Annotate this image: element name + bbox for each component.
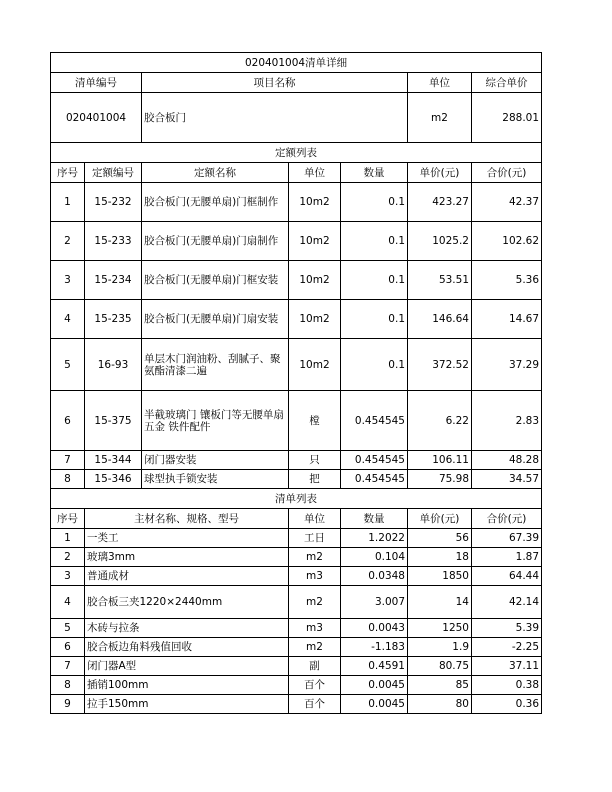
list-item-unit: m2 xyxy=(408,93,472,143)
quota-row xyxy=(51,451,542,470)
material-qty: 0.0043 xyxy=(341,619,408,638)
material-row xyxy=(51,676,542,695)
quota-code: 15-344 xyxy=(85,451,142,470)
quota-name: 球型执手锁安装 xyxy=(142,470,289,489)
material-qty: 0.4591 xyxy=(341,657,408,676)
material-row xyxy=(51,657,542,676)
material-qty-header: 数量 xyxy=(341,509,408,529)
material-price: 1.9 xyxy=(408,638,472,657)
material-row xyxy=(51,567,542,586)
quota-total: 42.37 xyxy=(472,183,542,222)
quota-total: 5.36 xyxy=(472,261,542,300)
quota-row xyxy=(51,300,542,339)
quota-qty: 0.454545 xyxy=(341,451,408,470)
material-unit: 百个 xyxy=(289,676,341,695)
quota-total: 34.57 xyxy=(472,470,542,489)
quota-unit: 10m2 xyxy=(289,300,341,339)
list-code-header: 清单编号 xyxy=(51,73,142,93)
material-name: 胶合板三夹1220×2440mm xyxy=(85,586,289,619)
quota-row xyxy=(51,222,542,261)
material-total: 42.14 xyxy=(472,586,542,619)
material-total: 1.87 xyxy=(472,548,542,567)
quota-row xyxy=(51,261,542,300)
material-name: 木砖与拉条 xyxy=(85,619,289,638)
material-unit: m2 xyxy=(289,548,341,567)
quota-price-header: 单价(元) xyxy=(408,163,472,183)
quota-price: 423.27 xyxy=(408,183,472,222)
material-name: 普通成材 xyxy=(85,567,289,586)
quota-seq: 1 xyxy=(51,183,85,222)
quota-row xyxy=(51,339,542,391)
material-price: 1850 xyxy=(408,567,472,586)
material-total: 5.39 xyxy=(472,619,542,638)
material-qty: 3.007 xyxy=(341,586,408,619)
material-seq: 2 xyxy=(51,548,85,567)
material-seq: 1 xyxy=(51,529,85,548)
material-total: 67.39 xyxy=(472,529,542,548)
material-price: 14 xyxy=(408,586,472,619)
material-qty: 0.0348 xyxy=(341,567,408,586)
quota-qty: 0.1 xyxy=(341,339,408,391)
quota-name: 胶合板门(无腰单扇)门扇制作 xyxy=(142,222,289,261)
material-unit: m2 xyxy=(289,586,341,619)
bill-detail-table xyxy=(50,52,542,714)
material-price: 80.75 xyxy=(408,657,472,676)
material-section-row xyxy=(51,489,542,509)
quota-qty: 0.454545 xyxy=(341,470,408,489)
quota-code: 15-235 xyxy=(85,300,142,339)
material-unit-header: 单位 xyxy=(289,509,341,529)
quota-seq: 6 xyxy=(51,391,85,451)
material-seq: 7 xyxy=(51,657,85,676)
quota-unit: 10m2 xyxy=(289,261,341,300)
list-item-row xyxy=(51,93,542,143)
quota-seq: 4 xyxy=(51,300,85,339)
list-header-row xyxy=(51,73,542,93)
list-unit-header: 单位 xyxy=(408,73,472,93)
quota-section-row xyxy=(51,143,542,163)
quota-price: 106.11 xyxy=(408,451,472,470)
material-seq: 9 xyxy=(51,695,85,714)
material-total: 0.36 xyxy=(472,695,542,714)
quota-price: 53.51 xyxy=(408,261,472,300)
quota-price: 372.52 xyxy=(408,339,472,391)
material-total: 64.44 xyxy=(472,567,542,586)
quota-name: 胶合板门(无腰单扇)门框制作 xyxy=(142,183,289,222)
material-price: 80 xyxy=(408,695,472,714)
quota-section-title: 定额列表 xyxy=(51,143,542,163)
material-seq: 5 xyxy=(51,619,85,638)
quota-price: 146.64 xyxy=(408,300,472,339)
quota-name: 胶合板门(无腰单扇)门扇安装 xyxy=(142,300,289,339)
material-unit: m2 xyxy=(289,638,341,657)
material-name: 玻璃3mm xyxy=(85,548,289,567)
quota-qty: 0.1 xyxy=(341,261,408,300)
material-row xyxy=(51,548,542,567)
quota-total: 2.83 xyxy=(472,391,542,451)
material-unit: m3 xyxy=(289,619,341,638)
quota-code: 15-234 xyxy=(85,261,142,300)
material-row xyxy=(51,529,542,548)
quota-name: 半截玻璃门 镶板门等无腰单扇五金 铁件配件 xyxy=(142,391,289,451)
quota-code: 15-346 xyxy=(85,470,142,489)
quota-price: 6.22 xyxy=(408,391,472,451)
quota-total: 102.62 xyxy=(472,222,542,261)
quota-qty: 0.1 xyxy=(341,300,408,339)
material-total-header: 合价(元) xyxy=(472,509,542,529)
material-unit: m3 xyxy=(289,567,341,586)
list-item-name: 胶合板门 xyxy=(142,93,408,143)
quota-row xyxy=(51,470,542,489)
quota-name: 单层木门润油粉、刮腻子、聚氨酯清漆二遍 xyxy=(142,339,289,391)
material-row xyxy=(51,586,542,619)
list-name-header: 项目名称 xyxy=(142,73,408,93)
material-total: -2.25 xyxy=(472,638,542,657)
material-name: 插销100mm xyxy=(85,676,289,695)
material-seq: 6 xyxy=(51,638,85,657)
quota-row xyxy=(51,183,542,222)
quota-unit: 把 xyxy=(289,470,341,489)
quota-code-header: 定额编号 xyxy=(85,163,142,183)
quota-header-row xyxy=(51,163,542,183)
quota-seq-header: 序号 xyxy=(51,163,85,183)
material-qty: 0.0045 xyxy=(341,695,408,714)
material-name: 一类工 xyxy=(85,529,289,548)
material-total: 37.11 xyxy=(472,657,542,676)
material-price: 18 xyxy=(408,548,472,567)
material-row xyxy=(51,638,542,657)
quota-code: 15-233 xyxy=(85,222,142,261)
quota-name-header: 定额名称 xyxy=(142,163,289,183)
material-seq-header: 序号 xyxy=(51,509,85,529)
page-title: 020401004清单详细 xyxy=(51,53,542,73)
list-item-price: 288.01 xyxy=(472,93,542,143)
material-qty: 0.104 xyxy=(341,548,408,567)
material-qty: -1.183 xyxy=(341,638,408,657)
material-unit: 百个 xyxy=(289,695,341,714)
material-price-header: 单价(元) xyxy=(408,509,472,529)
material-seq: 4 xyxy=(51,586,85,619)
material-seq: 8 xyxy=(51,676,85,695)
quota-unit: 10m2 xyxy=(289,339,341,391)
list-price-header: 综合单价 xyxy=(472,73,542,93)
title-row xyxy=(51,53,542,73)
quota-name: 胶合板门(无腰单扇)门框安装 xyxy=(142,261,289,300)
quota-code: 16-93 xyxy=(85,339,142,391)
quota-seq: 5 xyxy=(51,339,85,391)
quota-qty: 0.454545 xyxy=(341,391,408,451)
material-price: 56 xyxy=(408,529,472,548)
quota-total: 37.29 xyxy=(472,339,542,391)
material-total: 0.38 xyxy=(472,676,542,695)
quota-total: 48.28 xyxy=(472,451,542,470)
material-name: 闭门器A型 xyxy=(85,657,289,676)
quota-unit: 10m2 xyxy=(289,222,341,261)
quota-qty: 0.1 xyxy=(341,183,408,222)
list-item-code: 020401004 xyxy=(51,93,142,143)
quota-price: 75.98 xyxy=(408,470,472,489)
material-row xyxy=(51,695,542,714)
material-unit: 工日 xyxy=(289,529,341,548)
quota-unit: 10m2 xyxy=(289,183,341,222)
material-qty: 1.2022 xyxy=(341,529,408,548)
quota-seq: 2 xyxy=(51,222,85,261)
quota-unit: 只 xyxy=(289,451,341,470)
quota-qty: 0.1 xyxy=(341,222,408,261)
quota-code: 15-232 xyxy=(85,183,142,222)
material-price: 85 xyxy=(408,676,472,695)
material-name: 胶合板边角料残值回收 xyxy=(85,638,289,657)
quota-row xyxy=(51,391,542,451)
quota-total-header: 合价(元) xyxy=(472,163,542,183)
material-unit: 副 xyxy=(289,657,341,676)
material-row xyxy=(51,619,542,638)
quota-qty-header: 数量 xyxy=(341,163,408,183)
material-name-header: 主材名称、规格、型号 xyxy=(85,509,289,529)
material-seq: 3 xyxy=(51,567,85,586)
material-price: 1250 xyxy=(408,619,472,638)
material-header-row xyxy=(51,509,542,529)
quota-name: 闭门器安装 xyxy=(142,451,289,470)
quota-price: 1025.2 xyxy=(408,222,472,261)
material-qty: 0.0045 xyxy=(341,676,408,695)
quota-total: 14.67 xyxy=(472,300,542,339)
quota-code: 15-375 xyxy=(85,391,142,451)
material-section-title: 清单列表 xyxy=(51,489,542,509)
quota-unit-header: 单位 xyxy=(289,163,341,183)
quota-seq: 8 xyxy=(51,470,85,489)
quota-seq: 3 xyxy=(51,261,85,300)
material-name: 拉手150mm xyxy=(85,695,289,714)
quota-unit: 樘 xyxy=(289,391,341,451)
quota-seq: 7 xyxy=(51,451,85,470)
